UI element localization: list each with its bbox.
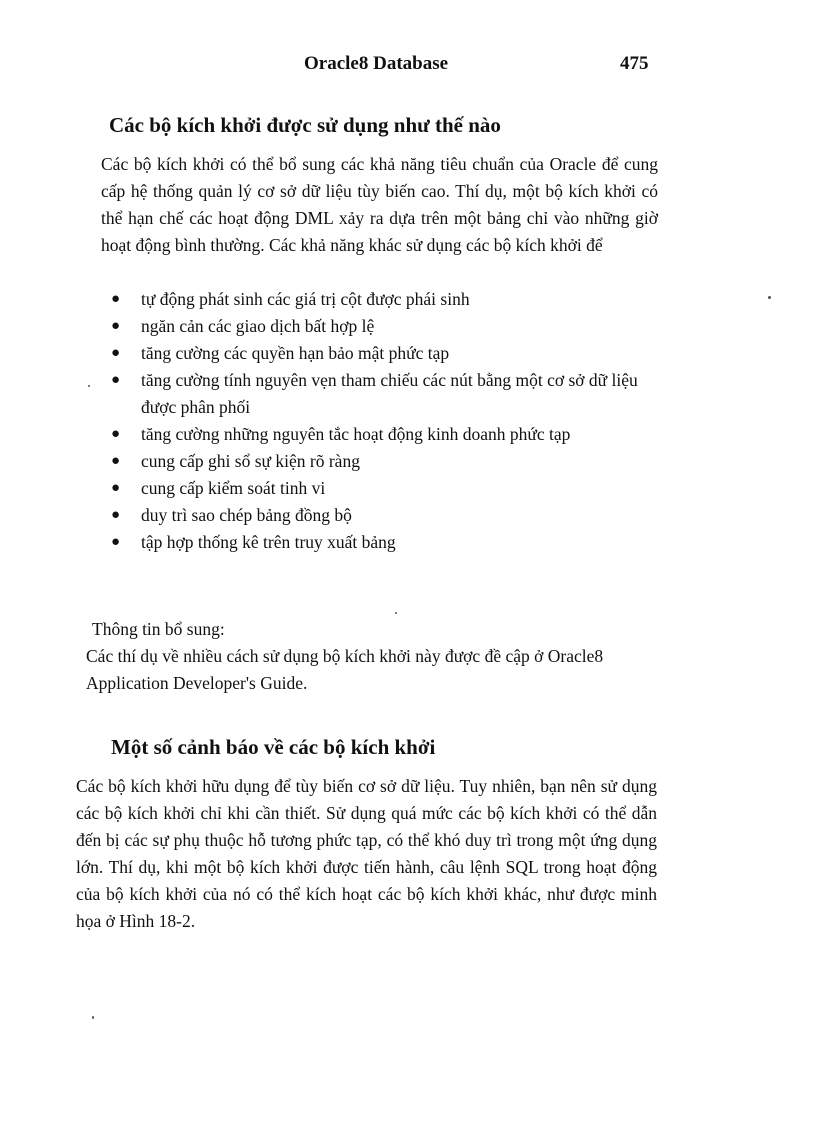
note-box [86,616,676,697]
list-item [104,502,664,529]
bullet-icon: ● [111,291,121,307]
running-header [0,53,816,81]
running-title: Oracle8 Database [304,53,449,74]
list-item [104,340,664,367]
list-item-text: tự động phát sinh các giá trị cột được phái sinh [141,289,470,309]
list-item-text: duy trì sao chép bảng đồng bộ [141,505,352,525]
note-text: Các thí dụ về nhiều cách sử dụng bộ kích khởi này được đề cập ở Oracle8 Application Developer's Guide. [86,646,604,693]
section-heading-warnings: Một số cảnh báo về các bộ kích khởi [111,735,436,759]
list-item-text: cung cấp ghi sổ sự kiện rõ ràng [141,451,360,471]
list-item-text: tăng cường tính nguyên vẹn tham chiếu các nút bằng một cơ sở dữ liệu được phân phối [141,370,638,417]
list-item [104,421,664,448]
bullet-icon: ● [111,453,121,469]
bullet-icon: ● [111,480,121,496]
section-paragraph-usage: Các bộ kích khởi có thể bổ sung các khả năng tiêu chuẩn của Oracle để cung cấp hệ thống quản lý cơ sở dữ liệu tùy biến cao. Thí dụ, một bộ kích khởi có thể hạn chế các hoạt động DML xảy ra dựa trên một bảng chỉ vào những giờ hoạt động bình thường. Các khả năng khác sử dụng các bộ kích khởi để [101,154,658,255]
list-item-text: ngăn cản các giao dịch bất hợp lệ [141,316,375,336]
bullet-icon: ● [111,372,121,388]
list-item-text: cung cấp kiểm soát tinh vi [141,478,326,498]
list-item [104,367,664,421]
scan-speck [395,612,397,614]
section-heading-usage: Các bộ kích khởi được sử dụng như thế nào [109,113,501,137]
list-item [104,529,664,556]
bullet-icon: ● [111,426,121,442]
scan-speck [768,296,771,299]
list-item-text: tập hợp thống kê trên truy xuất bảng [141,532,396,552]
scan-speck [92,1016,94,1019]
bullet-list [104,286,664,556]
section-paragraph-warnings: Các bộ kích khởi hữu dụng để tùy biến cơ sở dữ liệu. Tuy nhiên, bạn nên sử dụng các bộ kích khởi chỉ khi cần thiết. Sử dụng quá mức các bộ kích khởi có thể dẫn đến bị các sự phụ thuộc hỗ tương phức tạp, có thể khó duy trì trong một ứng dụng lớn. Thí dụ, khi một bộ kích khởi được tiến hành, câu lệnh SQL trong hoạt động của bộ kích khởi của nó có thể kích hoạt các bộ kích khởi khác, như được minh họa ở Hình 18-2. [76,776,657,931]
list-item [104,475,664,502]
scan-speck [88,385,90,387]
bullet-icon: ● [111,534,121,550]
list-item-text: tăng cường các quyền hạn bảo mật phức tạp [141,343,450,363]
page-number: 475 [620,53,649,74]
list-item [104,448,664,475]
bullet-icon: ● [111,345,121,361]
note-title: Thông tin bổ sung: [92,619,225,639]
list-item [104,286,664,313]
list-item-text: tăng cường những nguyên tắc hoạt động kinh doanh phức tạp [141,424,571,444]
bullet-icon: ● [111,318,121,334]
bullet-icon: ● [111,507,121,523]
list-item [104,313,664,340]
